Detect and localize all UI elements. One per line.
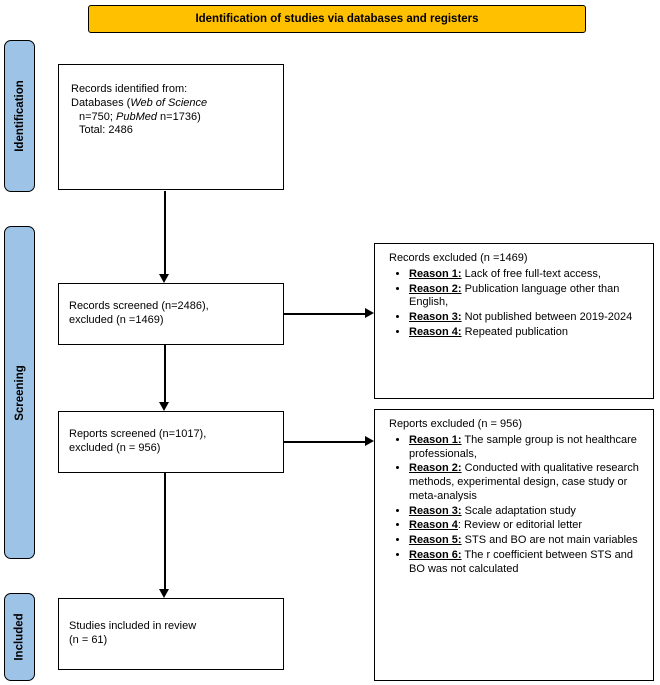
arrow-screened-to-records-excluded (284, 313, 365, 315)
arrowhead-down-icon (159, 402, 169, 411)
list-item: • Reason 1: The sample group is not healthcare professionals, (409, 434, 647, 462)
reports-screened-box (58, 411, 284, 473)
stage-label-identification: Identification (13, 80, 26, 152)
stage-bar-identification (4, 40, 35, 192)
stage-label-included: Included (13, 613, 26, 661)
records-screened-line1: Records screened (n=2486), (69, 300, 209, 313)
arrow-screened-to-reports (164, 345, 166, 403)
arrowhead-right-icon (365, 308, 374, 318)
records-identified-line2: Databases (Web of Science (71, 96, 208, 109)
arrowhead-down-icon (159, 589, 169, 598)
list-item: • Reason 2: Publication language other than English, (409, 283, 647, 311)
records-screened-line2: excluded (n =1469) (69, 314, 164, 326)
list-item: • Reason 5: STS and BO are not main variables (409, 534, 647, 548)
stage-bar-screening (4, 226, 35, 559)
records-excluded-box (374, 243, 654, 399)
records-identified-line3: n=750; PubMed n=1736) (79, 110, 201, 123)
reports-excluded-reason-list (383, 434, 647, 577)
arrow-reports-to-included (164, 473, 166, 590)
stage-label-screening: Screening (13, 364, 26, 421)
reports-excluded-title: Reports excluded (n = 956) (389, 418, 522, 430)
records-excluded-title: Records excluded (n =1469) (389, 252, 528, 264)
studies-included-box (58, 598, 284, 670)
diagram-title-banner (88, 5, 586, 33)
list-item: • Reason 6: The r coefficient between STS and BO was not calculated (409, 549, 647, 577)
arrowhead-right-icon (365, 436, 374, 446)
arrowhead-down-icon (159, 274, 169, 283)
list-item: • Reason 3: Scale adaptation study (409, 505, 647, 519)
reports-screened-line1: Reports screened (n=1017), (69, 428, 207, 441)
reports-screened-line2: excluded (n = 956) (69, 442, 161, 454)
list-item: • Reason 2: Conducted with qualitative research methods, experimental design, case study or meta-analysis (409, 462, 647, 503)
records-screened-box (58, 283, 284, 345)
reports-excluded-box (374, 409, 654, 681)
arrow-reports-to-reports-excluded (284, 441, 365, 443)
records-identified-line1: Records identified from: (71, 83, 188, 95)
list-item: • Reason 4: Repeated publication (409, 326, 647, 340)
list-item: • Reason 1: Lack of free full-text access, (409, 268, 647, 282)
studies-included-line1: Studies included in review (69, 620, 197, 633)
list-item: • Reason 4: Review or editorial letter (409, 519, 647, 533)
studies-included-line2: (n = 61) (69, 634, 108, 646)
records-identified-box (58, 64, 284, 190)
diagram-title: Identification of studies via databases and registers (195, 13, 479, 25)
records-excluded-reason-list (383, 268, 647, 340)
arrow-identified-to-screened (164, 191, 166, 275)
records-identified-line4: Total: 2486 (79, 124, 133, 137)
list-item: • Reason 3: Not published between 2019-2024 (409, 311, 647, 325)
stage-bar-included (4, 593, 35, 681)
